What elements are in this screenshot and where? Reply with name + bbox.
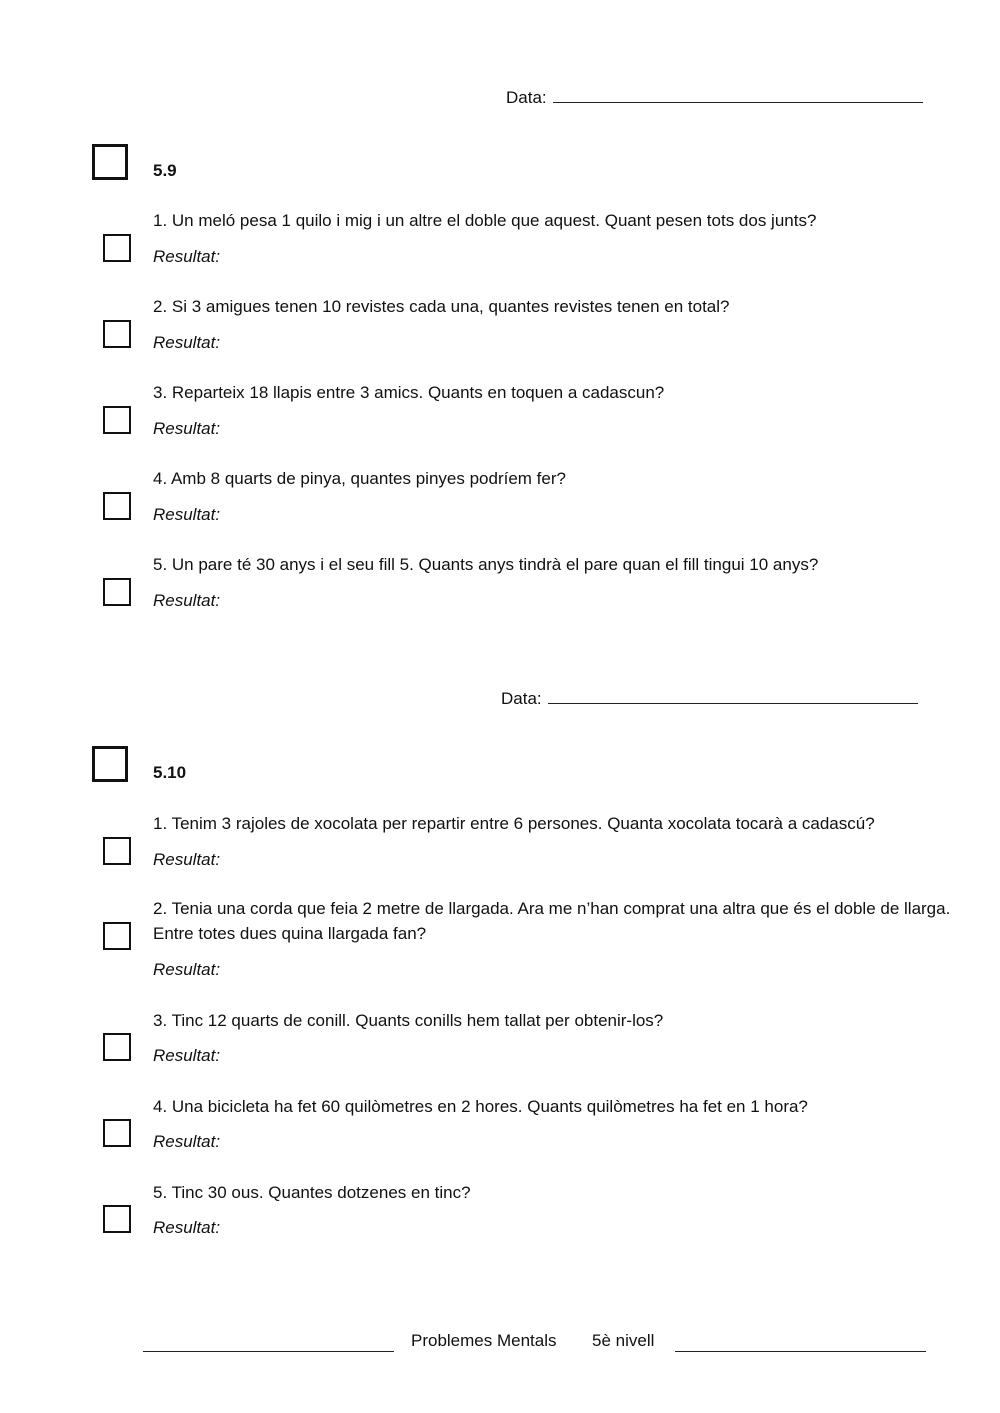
question-text: 1. Tenim 3 rajoles de xocolata per repartir entre 6 persones. Quanta xocolata tocarà a cadascú? xyxy=(153,814,875,833)
question-checkbox[interactable] xyxy=(103,922,131,950)
result-label: Resultat: xyxy=(153,505,221,524)
question-text: 2. Si 3 amigues tenen 10 revistes cada una, quantes revistes tenen en total? xyxy=(153,297,730,316)
result-label: Resultat: xyxy=(153,591,221,610)
question-text: 5. Tinc 30 ous. Quantes dotzenes en tinc? xyxy=(153,1183,471,1202)
question-checkbox[interactable] xyxy=(103,406,131,434)
date-field-5-10 xyxy=(501,689,918,709)
question-checkbox[interactable] xyxy=(103,492,131,520)
footer-title: Problemes Mentals xyxy=(411,1331,557,1350)
date-label: Data: xyxy=(506,88,547,107)
section-title-5-9: 5.9 xyxy=(153,161,177,180)
result-label: Resultat: xyxy=(153,1132,221,1151)
question-text: 4. Amb 8 quarts de pinya, quantes pinyes podríem fer? xyxy=(153,469,566,488)
section-checkbox-5-10[interactable] xyxy=(92,746,128,782)
date-write-line[interactable] xyxy=(548,689,918,704)
section-title-5-10: 5.10 xyxy=(153,763,187,782)
result-label: Resultat: xyxy=(153,850,221,869)
result-label: Resultat: xyxy=(153,1046,221,1065)
page-footer xyxy=(0,1331,1000,1355)
question-checkbox[interactable] xyxy=(103,1205,131,1233)
question-checkbox[interactable] xyxy=(103,1119,131,1147)
question-checkbox[interactable] xyxy=(103,320,131,348)
question-text: 3. Reparteix 18 llapis entre 3 amics. Quants en toquen a cadascun? xyxy=(153,383,665,402)
date-label: Data: xyxy=(501,689,542,708)
question-text: 3. Tinc 12 quarts de conill. Quants conills hem tallat per obtenir-los? xyxy=(153,1011,664,1030)
footer-left-rule xyxy=(143,1351,394,1352)
result-label: Resultat: xyxy=(153,1218,221,1237)
question-text: 5. Un pare té 30 anys i el seu fill 5. Quants anys tindrà el pare quan el fill tingui 10 anys? xyxy=(153,555,819,574)
question-text: 4. Una bicicleta ha fet 60 quilòmetres en 2 hores. Quants quilòmetres ha fet en 1 hora? xyxy=(153,1097,808,1116)
question-text: 2. Tenia una corda que feia 2 metre de llargada. Ara me n’han comprat una altra que és el doble de llarga. Entre totes dues quina llargada fan? xyxy=(153,899,951,943)
question-checkbox[interactable] xyxy=(103,234,131,262)
date-write-line[interactable] xyxy=(553,88,923,103)
question-checkbox[interactable] xyxy=(103,578,131,606)
result-label: Resultat: xyxy=(153,333,221,352)
result-label: Resultat: xyxy=(153,960,221,979)
question-text: 1. Un meló pesa 1 quilo i mig i un altre el doble que aquest. Quant pesen tots dos junts? xyxy=(153,211,817,230)
result-label: Resultat: xyxy=(153,247,221,266)
question-checkbox[interactable] xyxy=(103,837,131,865)
date-field-5-9 xyxy=(506,88,923,108)
footer-right-rule xyxy=(675,1351,926,1352)
section-checkbox-5-9[interactable] xyxy=(92,144,128,180)
footer-level: 5è nivell xyxy=(592,1331,655,1350)
result-label: Resultat: xyxy=(153,419,221,438)
question-checkbox[interactable] xyxy=(103,1033,131,1061)
